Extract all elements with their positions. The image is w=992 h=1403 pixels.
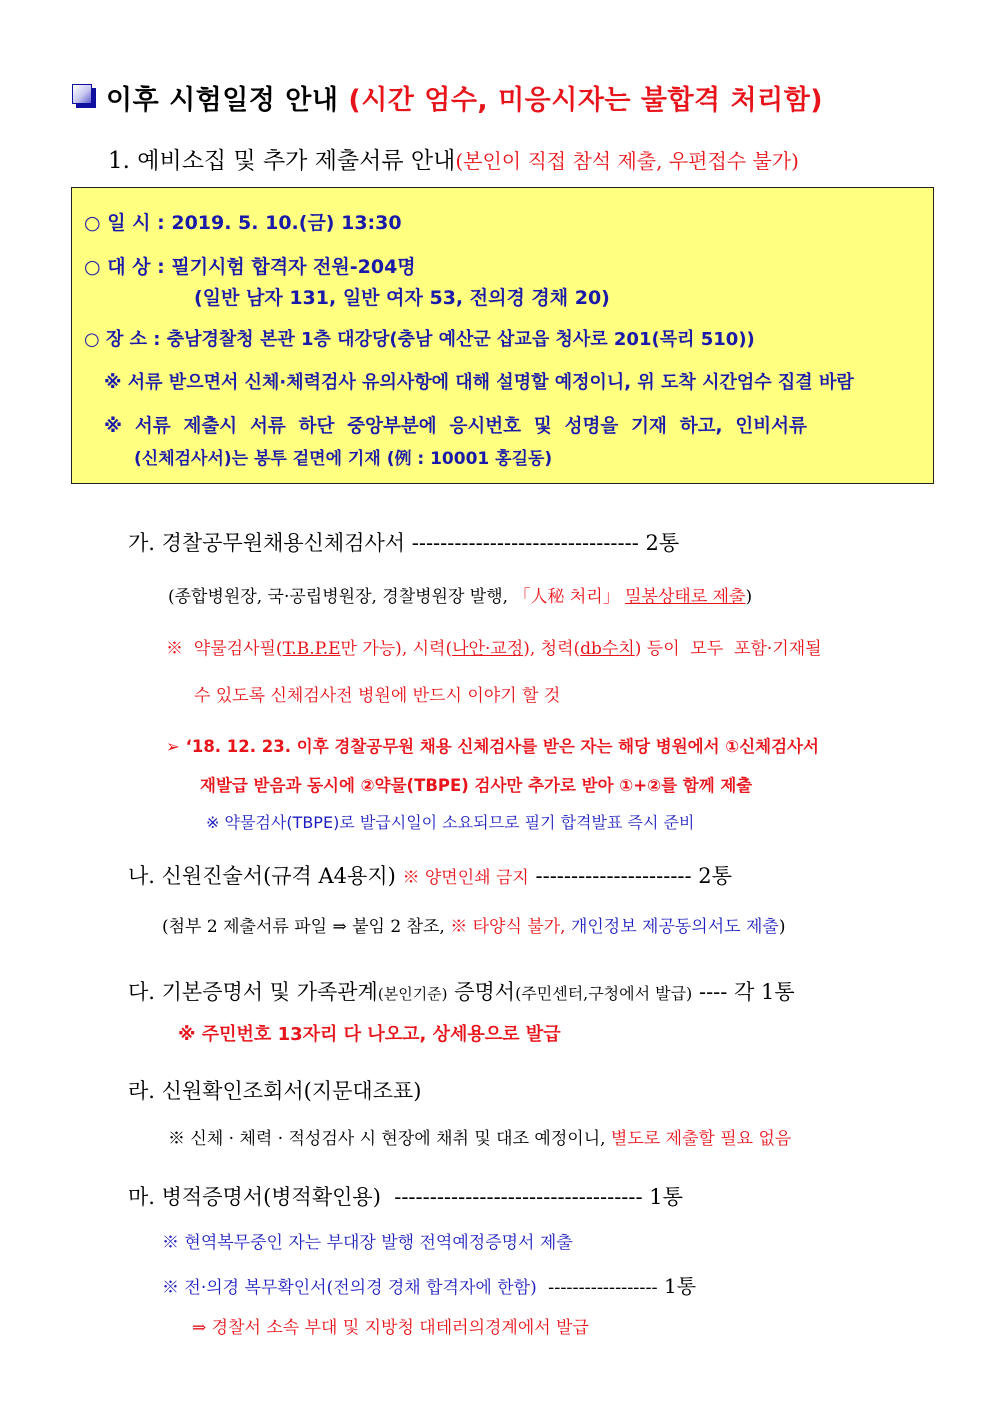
item-ma-note-1: ※ 현역복무중인 자는 부대장 발행 전역예정증명서 제출 xyxy=(162,1233,573,1253)
info-target: ○ 대 상 : 필기시험 합격자 전원-204명 xyxy=(84,256,416,278)
leader-dashes: ---- xyxy=(692,980,735,1004)
item-count: 2통 xyxy=(691,864,732,888)
item-na-warning: ※ 양면인쇄 금지 xyxy=(402,868,529,888)
item-ma-note-2: ※ 전·의경 복무확인서(전의경 경채 합격자에 한함) ------------------ 1통 xyxy=(162,1274,697,1298)
page-title: 이후 시험일정 안내 (시간 엄수, 미응시자는 불합격 처리함) xyxy=(106,85,824,116)
info-note-2: ※ 서류 제출시 서류 하단 중앙부분에 응시번호 및 성명을 기재 하고, 인비서류 xyxy=(104,416,807,437)
item-count: 2통 xyxy=(638,531,680,555)
item-count: 1통 xyxy=(642,1185,683,1209)
item-ma-note-3: ⇒ 경찰서 소속 부대 및 지방청 대테러의경계에서 발급 xyxy=(192,1318,589,1338)
section-title: 1. 예비소집 및 추가 제출서류 안내(본인이 직접 참석 제출, 우편접수 불가) xyxy=(108,148,799,174)
item-ga-arrow-note-cont: 재발급 받음과 동시에 ②약물(TBPE) 검사만 추가로 받아 ①+②를 함께 제출 xyxy=(200,776,753,795)
info-note-1: ※ 서류 받으면서 신체·체력검사 유의사항에 대해 설명할 예정이니, 위 도착 시간엄수 집결 바람 xyxy=(104,372,854,393)
info-note-2-cont: (신체검사서)는 봉투 겉면에 기재 (例 : 10001 홍길동) xyxy=(134,449,553,469)
leader-dashes: ------------------ xyxy=(536,1277,658,1298)
item-da: 다. 기본증명서 및 가족관계(본인기준) 증명서(주민센터,구청에서 발급) ---- 각 1통 xyxy=(128,980,795,1004)
section-title-note: (본인이 직접 참석 제출, 우편접수 불가) xyxy=(455,149,799,173)
item-ra-note: ※ 신체 · 체력 · 적성검사 시 현장에 채취 및 대조 예정이니, 별도로 제출할 필요 없음 xyxy=(168,1129,792,1149)
leader-dashes: -------------------------------- xyxy=(411,531,639,555)
item-count: 1통 xyxy=(657,1274,697,1298)
info-place: ○ 장 소 : 충남경찰청 본관 1층 대강당(충남 예산군 삽교읍 청사로 201(목리 510)) xyxy=(84,329,755,350)
item-ga-tbpe-note: ※ 약물검사(TBPE)로 발급시일이 소요되므로 필기 합격발표 즉시 준비 xyxy=(206,813,695,832)
square-bullet-icon xyxy=(72,84,94,106)
item-count: 각 1통 xyxy=(734,980,795,1004)
info-box xyxy=(71,187,934,484)
item-na: 나. 신원진술서(규격 A4용지) ※ 양면인쇄 금지 ---------------------- 2통 xyxy=(128,864,732,888)
item-ga-note-1: ※ 약물검사필(T.B.P.E만 가능), 시력(나안·교정), 청력(db수치) 등이 모두 포함·기재될 xyxy=(166,639,822,659)
leader-dashes: ----------------------------------- xyxy=(380,1185,643,1209)
item-ga-sub: (종합병원장, 국·공립병원장, 경찰병원장 발행, 「人秘 처리」 밀봉상태로 제출) xyxy=(168,587,753,607)
info-target-detail: (일반 남자 131, 일반 여자 53, 전의경 경채 20) xyxy=(194,287,610,309)
item-na-sub: (첨부 2 제출서류 파일 ⇒ 붙임 2 참조, ※ 타양식 불가, 개인정보 제공동의서도 제출) xyxy=(162,917,786,937)
item-ma: 마. 병적증명서(병적확인용) ----------------------------------- 1통 xyxy=(128,1185,683,1209)
item-da-note: ※ 주민번호 13자리 다 나오고, 상세용으로 발급 xyxy=(178,1024,561,1045)
item-ga-note-1-cont: 수 있도록 신체검사전 병원에 반드시 이야기 할 것 xyxy=(194,686,561,706)
item-ra: 라. 신원확인조회서(지문대조표) xyxy=(128,1079,422,1103)
item-ga-arrow-note: ➢ ‘18. 12. 23. 이후 경찰공무원 채용 신체검사를 받은 자는 해당 병원에서 ①신체검사서 xyxy=(166,737,819,756)
info-date: ○ 일 시 : 2019. 5. 10.(금) 13:30 xyxy=(84,212,402,234)
item-ga: 가. 경찰공무원채용신체검사서 -------------------------------- 2통 xyxy=(128,531,680,555)
leader-dashes: ---------------------- xyxy=(528,864,692,888)
title-note: (시간 엄수, 미응시자는 불합격 처리함) xyxy=(348,85,824,116)
